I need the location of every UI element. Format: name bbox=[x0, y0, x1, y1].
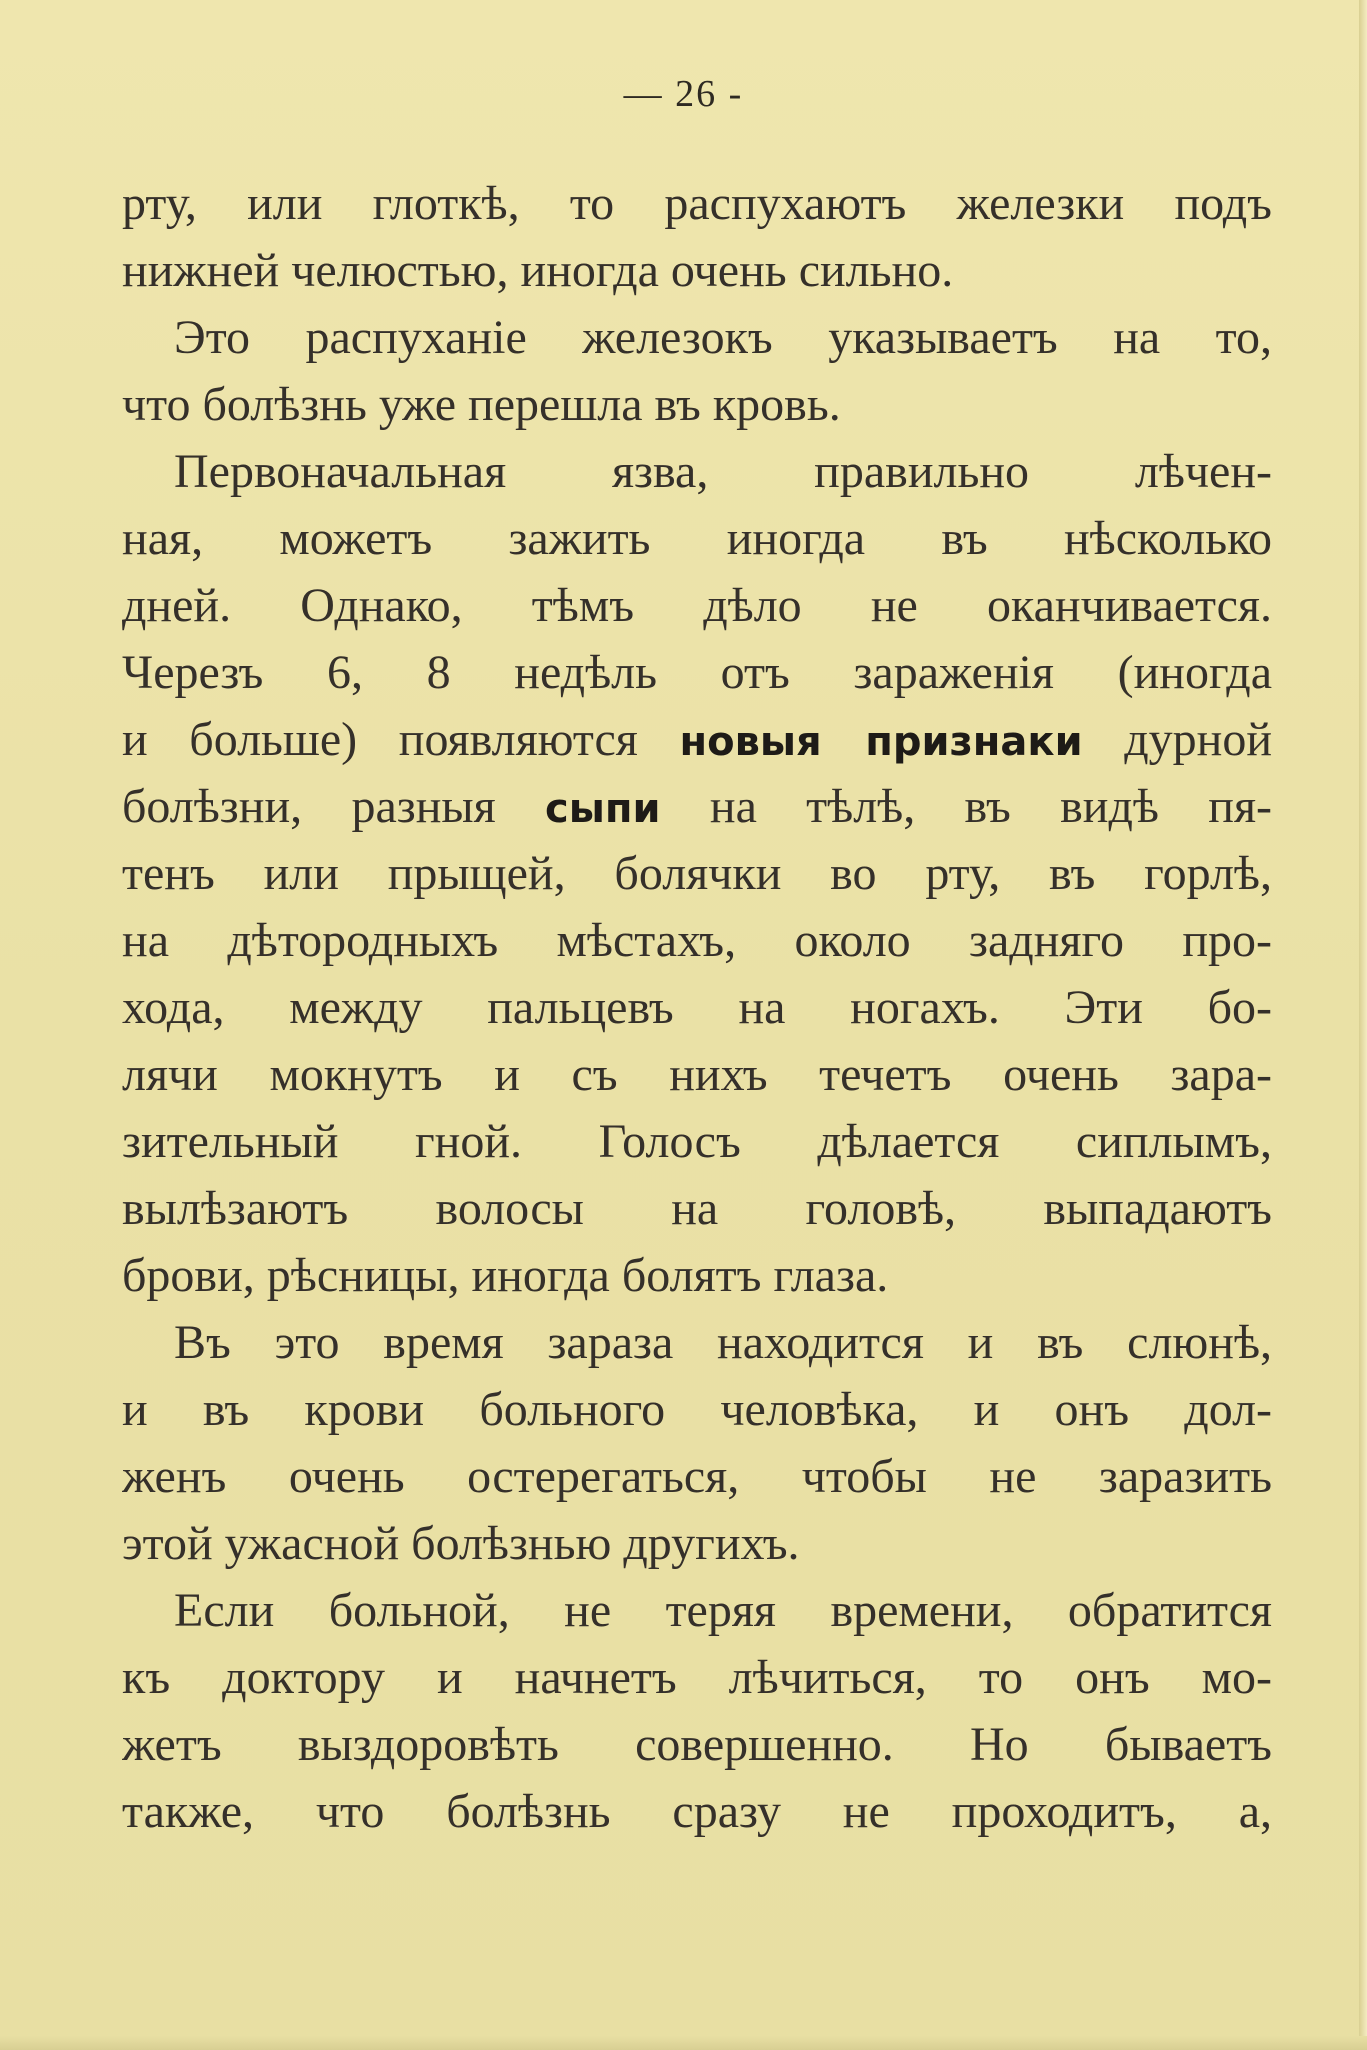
text-line-25: также, что болѣзнь сразу не проходитъ, а, bbox=[122, 1785, 1272, 1838]
text-line-14: лячи мокнутъ и съ нихъ течетъ очень зара- bbox=[122, 1048, 1272, 1101]
text-line-10-after: на тѣлѣ, въ видѣ пя- bbox=[660, 780, 1272, 833]
bold-phrase-rashes: сыпи bbox=[545, 786, 661, 832]
page-edge-bottom bbox=[0, 2036, 1367, 2050]
text-line-23: къ доктору и начнетъ лѣчиться, то онъ мо- bbox=[122, 1651, 1272, 1704]
text-line-24: жетъ выздоровѣть совершенно. Но бываетъ bbox=[122, 1718, 1272, 1771]
text-line-2: нижней челюстью, иногда очень сильно. bbox=[122, 244, 954, 297]
text-line-9-after: дурной bbox=[1082, 713, 1272, 766]
text-line-3: Это распуханіе железокъ указываетъ на то, bbox=[174, 311, 1272, 364]
text-line-17: брови, рѣсницы, иногда болятъ глаза. bbox=[122, 1249, 889, 1302]
text-line-11: тенъ или прыщей, болячки во рту, въ горлѣ, bbox=[122, 847, 1272, 900]
text-line-12: на дѣтородныхъ мѣстахъ, около задняго про- bbox=[122, 914, 1272, 967]
text-line-15: зительный гной. Голосъ дѣлается сиплымъ, bbox=[122, 1115, 1272, 1168]
text-line-6: ная, можетъ зажить иногда въ нѣсколько bbox=[122, 512, 1272, 565]
body-text bbox=[122, 170, 1272, 1845]
page-number: — 26 - bbox=[623, 73, 744, 115]
text-line-4: что болѣзнь уже перешла въ кровь. bbox=[122, 378, 841, 431]
text-line-18: Въ это время зараза находится и въ слюнѣ, bbox=[174, 1316, 1272, 1369]
text-line-9 bbox=[122, 706, 1272, 773]
text-line-22: Если больной, не теряя времени, обратится bbox=[174, 1584, 1272, 1637]
text-line-21: этой ужасной болѣзнью другихъ. bbox=[122, 1517, 800, 1570]
text-line-16: вылѣзаютъ волосы на головѣ, выпадаютъ bbox=[122, 1182, 1272, 1235]
text-line-9-before: и больше) появляются bbox=[122, 713, 680, 766]
bold-phrase-new-signs: новыя признаки bbox=[679, 719, 1083, 765]
text-line-10 bbox=[122, 773, 1272, 840]
text-line-5: Первоначальная язва, правильно лѣчен- bbox=[174, 445, 1272, 498]
text-line-7: дней. Однако, тѣмъ дѣло не оканчивается. bbox=[122, 579, 1272, 632]
page-edge-right bbox=[1359, 0, 1367, 2050]
text-line-8: Черезъ 6, 8 недѣль отъ зараженія (иногда bbox=[122, 646, 1272, 699]
text-line-13: хода, между пальцевъ на ногахъ. Эти бо- bbox=[122, 981, 1272, 1034]
text-line-1: рту, или глоткѣ, то распухаютъ железки подъ bbox=[122, 177, 1272, 230]
text-line-20: женъ очень остерегаться, чтобы не заразить bbox=[122, 1450, 1272, 1503]
text-line-19: и въ крови больного человѣка, и онъ дол- bbox=[122, 1383, 1272, 1436]
text-line-10-before: болѣзни, разныя bbox=[122, 780, 546, 833]
